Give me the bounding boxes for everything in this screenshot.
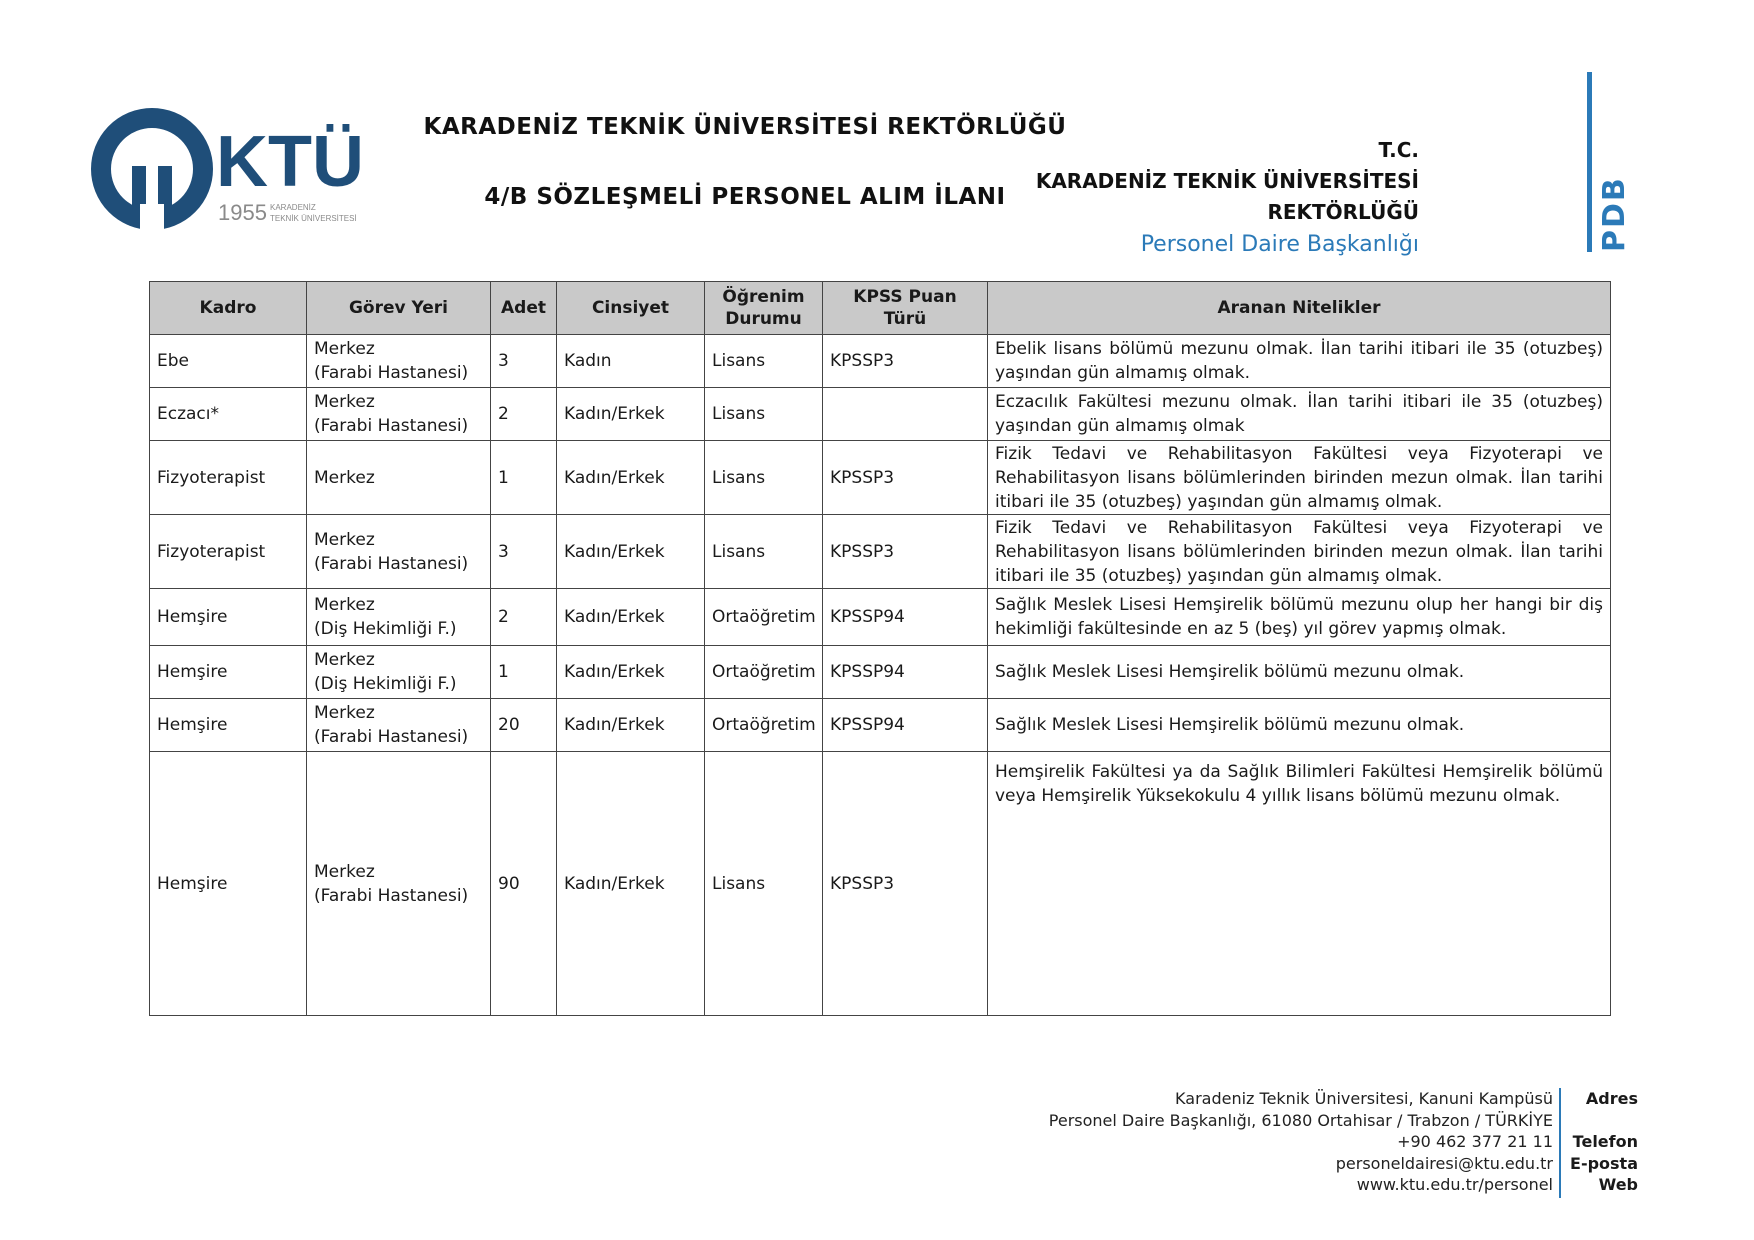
- cell-cinsiyet: Kadın/Erkek: [557, 441, 705, 515]
- cell-kpss: [823, 388, 988, 441]
- cell-gorev-line2: (Farabi Hastanesi): [314, 727, 469, 747]
- cell-ogrenim: Ortaöğretim: [705, 699, 823, 752]
- cell-ogrenim: Lisans: [705, 441, 823, 515]
- cell-ogrenim: Lisans: [705, 388, 823, 441]
- cell-adet: 1: [491, 646, 557, 699]
- table-row: [150, 335, 1611, 388]
- cell-cinsiyet: Kadın/Erkek: [557, 515, 705, 589]
- cell-cinsiyet: Kadın/Erkek: [557, 699, 705, 752]
- cell-kadro: Hemşire: [150, 699, 307, 752]
- cell-ogrenim: Lisans: [705, 335, 823, 388]
- cell-kadro: Hemşire: [150, 646, 307, 699]
- cell-kadro: Eczacı*: [150, 388, 307, 441]
- cell-kpss: KPSSP3: [823, 515, 988, 589]
- footer-label-web: Web: [1598, 1175, 1638, 1194]
- cell-ogrenim: Lisans: [705, 752, 823, 1016]
- cell-gorev-yeri: [307, 515, 491, 589]
- cell-adet: 3: [491, 515, 557, 589]
- cell-adet: 20: [491, 699, 557, 752]
- footer-label-email: E-posta: [1570, 1153, 1638, 1173]
- cell-ogrenim: Lisans: [705, 515, 823, 589]
- cell-adet: 2: [491, 589, 557, 646]
- cell-gorev-line1: Merkez: [314, 339, 375, 359]
- pdb-badge: PDB: [1597, 176, 1632, 252]
- cell-cinsiyet: Kadın/Erkek: [557, 752, 705, 1016]
- cell-nitelik: Sağlık Meslek Lisesi Hemşirelik bölümü mezunu olmak.: [988, 699, 1611, 752]
- cell-kpss: KPSSP94: [823, 646, 988, 699]
- cell-gorev-line1: Merkez: [314, 529, 375, 550]
- table-row: [150, 388, 1611, 441]
- cell-gorev-line2: (Farabi Hastanesi): [314, 553, 469, 574]
- cell-gorev-line1: Merkez: [314, 861, 375, 882]
- cell-ogrenim: Ortaöğretim: [705, 646, 823, 699]
- cell-kpss: KPSSP3: [823, 752, 988, 1016]
- col-header-kpss: KPSS Puan Türü: [823, 282, 988, 335]
- org-block: [819, 135, 1419, 260]
- ktu-logo: [90, 104, 400, 234]
- cell-kadro: Ebe: [150, 335, 307, 388]
- cell-gorev-line1: Merkez: [314, 595, 375, 615]
- footer-email[interactable]: personeldairesi@ktu.edu.tr: [1335, 1153, 1553, 1173]
- logo-subtitle-1: KARADENİZ: [270, 203, 316, 212]
- cell-cinsiyet: Kadın: [557, 335, 705, 388]
- col-header-ogrenim: Öğrenim Durumu: [705, 282, 823, 335]
- footer-divider: [1559, 1088, 1561, 1198]
- table-row: [150, 752, 1611, 1016]
- cell-cinsiyet: Kadın/Erkek: [557, 646, 705, 699]
- footer-phone: +90 462 377 21 11: [1397, 1132, 1553, 1151]
- cell-kadro: Fizyoterapist: [150, 515, 307, 589]
- cell-cinsiyet: Kadın/Erkek: [557, 388, 705, 441]
- table-row: [150, 515, 1611, 589]
- cell-adet: 1: [491, 441, 557, 515]
- page-subtitle: 4/B SÖZLEŞMELİ PERSONEL ALIM İLANI: [484, 184, 1006, 210]
- cell-kpss: KPSSP94: [823, 589, 988, 646]
- cell-gorev-yeri: [307, 335, 491, 388]
- table-row: [150, 699, 1611, 752]
- cell-gorev-line1: Merkez: [314, 392, 375, 412]
- cell-nitelik: Sağlık Meslek Lisesi Hemşirelik bölümü mezunu olmak.: [988, 646, 1611, 699]
- cell-gorev-line2: (Diş Hekimliği F.): [314, 619, 457, 639]
- table-row: [150, 589, 1611, 646]
- cell-gorev-line1: Merkez: [314, 467, 375, 488]
- col-header-cinsiyet: Cinsiyet: [557, 282, 705, 335]
- cell-cinsiyet: Kadın/Erkek: [557, 589, 705, 646]
- cell-ogrenim: Ortaöğretim: [705, 589, 823, 646]
- col-header-gorev-yeri: Görev Yeri: [307, 282, 491, 335]
- cell-nitelik: Fizik Tedavi ve Rehabilitasyon Fakültesi veya Fizyoterapi ve Rehabilitasyon lisans bölümlerinden birinden mezun olmak. İlan tarihi itibari ile 35 (otuzbeş) yaşından gün almamış olmak.: [988, 515, 1611, 589]
- org-divider: [1587, 72, 1592, 252]
- cell-gorev-line1: Merkez: [314, 703, 375, 723]
- footer-address-line2: Personel Daire Başkanlığı, 61080 Ortahisar / Trabzon / TÜRKİYE: [1048, 1110, 1553, 1130]
- cell-kadro: Fizyoterapist: [150, 441, 307, 515]
- positions-table: [149, 281, 1611, 1016]
- table-row: [150, 441, 1611, 515]
- cell-gorev-yeri: [307, 388, 491, 441]
- footer-labels: [1566, 1088, 1638, 1196]
- org-line-rectorate: REKTÖRLÜĞÜ: [1267, 200, 1419, 224]
- footer-contact: [993, 1088, 1553, 1196]
- cell-gorev-line2: (Farabi Hastanesi): [314, 885, 469, 906]
- cell-gorev-yeri: [307, 589, 491, 646]
- cell-gorev-yeri: [307, 752, 491, 1016]
- cell-nitelik: Eczacılık Fakültesi mezunu olmak. İlan tarihi itibari ile 35 (otuzbeş) yaşından gün almamış olmak: [988, 388, 1611, 441]
- cell-gorev-line2: (Farabi Hastanesi): [314, 363, 469, 383]
- cell-nitelik: Fizik Tedavi ve Rehabilitasyon Fakültesi veya Fizyoterapi ve Rehabilitasyon lisans bölümlerinden birinden mezun olmak. İlan tarihi itibari ile 35 (otuzbeş) yaşından gün almamış olmak.: [988, 441, 1611, 515]
- cell-gorev-yeri: [307, 699, 491, 752]
- cell-kadro: Hemşire: [150, 589, 307, 646]
- logo-name: KTÜ: [216, 122, 364, 202]
- cell-kpss: KPSSP94: [823, 699, 988, 752]
- cell-adet: 3: [491, 335, 557, 388]
- col-header-kadro: Kadro: [150, 282, 307, 335]
- col-header-nitelikler: Aranan Nitelikler: [988, 282, 1611, 335]
- cell-nitelik: Ebelik lisans bölümü mezunu olmak. İlan tarihi itibari ile 35 (otuzbeş) yaşından gün almamış olmak.: [988, 335, 1611, 388]
- cell-gorev-yeri: [307, 441, 491, 515]
- footer-web[interactable]: www.ktu.edu.tr/personel: [1356, 1175, 1553, 1194]
- table-row: [150, 646, 1611, 699]
- footer-address-line1: Karadeniz Teknik Üniversitesi, Kanuni Kampüsü: [1175, 1089, 1553, 1108]
- cell-gorev-yeri: [307, 646, 491, 699]
- footer-label-address: Adres: [1585, 1089, 1638, 1108]
- org-line-tc: T.C.: [1378, 138, 1419, 162]
- footer-label-phone: Telefon: [1572, 1132, 1638, 1151]
- cell-kadro: Hemşire: [150, 752, 307, 1016]
- footer-label-spacer: [1566, 1110, 1638, 1132]
- cell-gorev-line2: (Diş Hekimliği F.): [314, 674, 457, 694]
- cell-nitelik: Hemşirelik Fakültesi ya da Sağlık Bilimleri Fakültesi Hemşirelik bölümü veya Hemşirelik Yüksekokulu 4 yıllık lisans bölümü mezunu olmak.: [988, 752, 1611, 1016]
- cell-nitelik: Sağlık Meslek Lisesi Hemşirelik bölümü mezunu olup her hangi bir diş hekimliği fakültesinde en az 5 (beş) yıl görev yapmış olmak.: [988, 589, 1611, 646]
- col-header-adet: Adet: [491, 282, 557, 335]
- logo-subtitle-2: TEKNİK ÜNİVERSİTESİ: [270, 214, 357, 223]
- cell-gorev-line2: (Farabi Hastanesi): [314, 416, 469, 436]
- org-line-university: KARADENİZ TEKNİK ÜNİVERSİTESİ: [1035, 169, 1419, 193]
- org-line-department: Personel Daire Başkanlığı: [1140, 232, 1419, 257]
- cell-adet: 90: [491, 752, 557, 1016]
- ktu-emblem-icon: [101, 118, 203, 234]
- logo-year: 1955: [218, 200, 267, 225]
- cell-kpss: KPSSP3: [823, 335, 988, 388]
- page-title: KARADENİZ TEKNİK ÜNİVERSİTESİ REKTÖRLÜĞÜ: [423, 114, 1067, 140]
- cell-kpss: KPSSP3: [823, 441, 988, 515]
- cell-adet: 2: [491, 388, 557, 441]
- cell-gorev-line1: Merkez: [314, 650, 375, 670]
- table-header-row: [150, 282, 1611, 335]
